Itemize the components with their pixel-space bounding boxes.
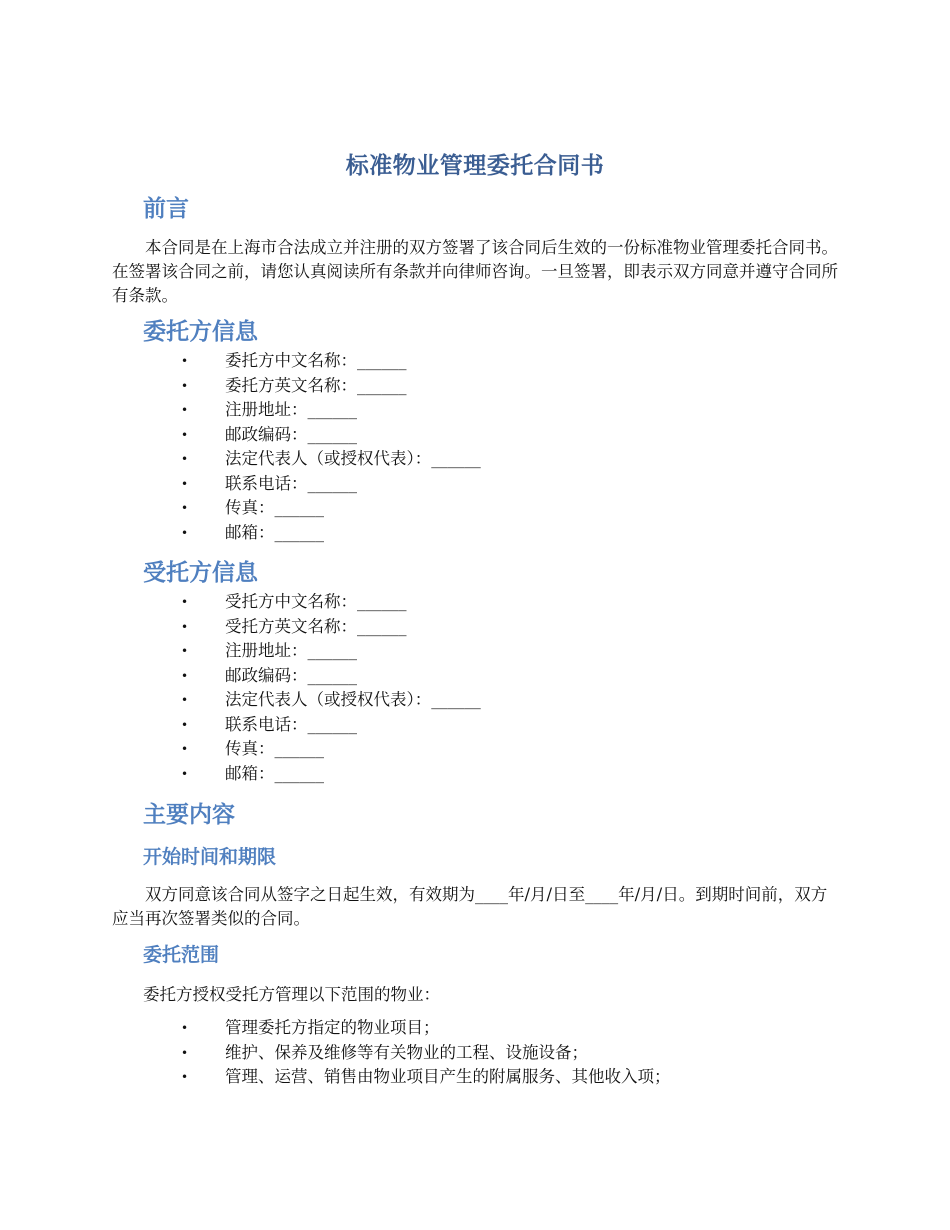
list-item-text: 邮箱：______ — [225, 763, 324, 783]
list-item-text: 联系电话：______ — [225, 473, 357, 493]
preface-paragraph: 本合同是在上海市合法成立并注册的双方签署了该合同后生效的一份标准物业管理委托合同书。在签署该合同之前，请您认真阅读所有条款并向律师咨询。一旦签署，即表示双方同意并遵守合同所有条款。 — [112, 238, 838, 305]
list-item-text: 管理、运营、销售由物业项目产生的附属服务、其他收入项； — [225, 1067, 671, 1086]
list-item — [0, 496, 950, 521]
list-item-text: 传真：______ — [225, 498, 324, 517]
bullet-icon: • — [181, 717, 189, 732]
bullet-icon: • — [181, 766, 189, 781]
list-item-text: 联系电话：______ — [225, 714, 357, 734]
list-item — [0, 423, 950, 448]
list-item — [0, 615, 950, 640]
bullet-icon: • — [181, 668, 189, 683]
bullet-icon: • — [181, 501, 189, 515]
list-item — [0, 713, 950, 738]
bullet-icon: • — [181, 644, 189, 658]
list-item — [0, 374, 950, 399]
list-item — [0, 1041, 950, 1066]
list-item — [0, 472, 950, 497]
main-content-heading: 主要内容 — [143, 802, 235, 828]
principal-info-list — [0, 349, 950, 545]
list-item-text: 邮政编码：______ — [225, 665, 357, 685]
document-title: 标准物业管理委托合同书 — [345, 153, 605, 179]
list-item-text: 邮政编码：______ — [225, 424, 357, 444]
list-item — [0, 521, 950, 546]
bullet-icon: • — [181, 452, 189, 466]
list-item — [0, 762, 950, 787]
bullet-icon: • — [181, 378, 189, 393]
bullet-icon: • — [181, 1070, 189, 1084]
bullet-icon: • — [181, 403, 189, 417]
list-item-text: 注册地址：______ — [225, 400, 357, 419]
list-item — [0, 1016, 950, 1041]
bullet-icon: • — [181, 1021, 189, 1035]
bullet-icon: • — [181, 742, 189, 756]
bullet-icon: • — [181, 476, 189, 491]
bullet-icon: • — [181, 427, 189, 442]
scope-list — [0, 1016, 950, 1090]
bullet-icon: • — [181, 595, 189, 609]
list-item-text: 受托方英文名称：______ — [225, 616, 407, 636]
list-item-text: 法定代表人（或授权代表）：______ — [225, 449, 481, 468]
list-item — [0, 447, 950, 472]
list-item — [0, 664, 950, 689]
list-item — [0, 590, 950, 615]
list-item — [0, 688, 950, 713]
term-heading: 开始时间和期限 — [143, 846, 277, 868]
list-item — [0, 349, 950, 374]
list-item-text: 传真：______ — [225, 739, 324, 758]
preface-heading: 前言 — [143, 196, 189, 222]
list-item-text: 维护、保养及维修等有关物业的工程、设施设备； — [225, 1042, 588, 1062]
list-item — [0, 398, 950, 423]
term-paragraph: 双方同意该合同从签字之日起生效，有效期为____年/月/日至____年/月/日。到期时间前，双方应当再次签署类似的合同。 — [112, 885, 828, 928]
list-item-text: 委托方英文名称：______ — [225, 375, 407, 395]
list-item-text: 管理委托方指定的物业项目； — [225, 1018, 440, 1037]
bullet-icon: • — [181, 693, 189, 707]
list-item — [0, 1065, 950, 1090]
scope-heading: 委托范围 — [143, 944, 220, 966]
list-item-text: 受托方中文名称：______ — [225, 592, 407, 611]
list-item-text: 法定代表人（或授权代表）：______ — [225, 690, 481, 709]
bullet-icon: • — [181, 525, 189, 540]
scope-intro: 委托方授权受托方管理以下范围的物业： — [143, 985, 440, 1004]
agent-heading: 受托方信息 — [143, 560, 258, 586]
list-item — [0, 639, 950, 664]
list-item-text: 委托方中文名称：______ — [225, 351, 407, 370]
list-item-text: 邮箱：______ — [225, 522, 324, 542]
bullet-icon: • — [181, 619, 189, 634]
agent-info-list — [0, 590, 950, 786]
bullet-icon: • — [181, 354, 189, 368]
list-item — [0, 737, 950, 762]
principal-heading: 委托方信息 — [143, 319, 258, 345]
list-item-text: 注册地址：______ — [225, 641, 357, 660]
bullet-icon: • — [181, 1045, 189, 1060]
